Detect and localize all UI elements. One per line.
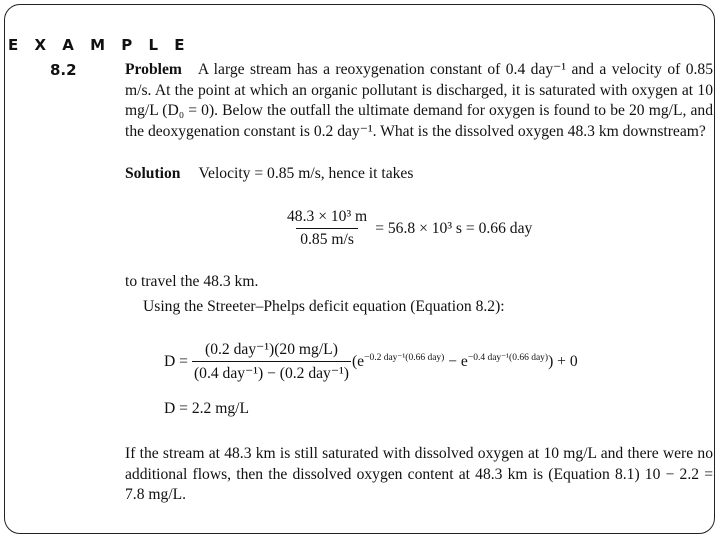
deficit-exponent-2: −0.4 day⁻¹(0.66 day) (467, 353, 549, 363)
deficit-equation (164, 340, 578, 383)
problem-text: A large stream has a reoxygenation constant of 0.4 day⁻¹ and a velocity of 0.85 m/s. At the point at which an organic pollutant is discharged, it is saturated with oxygen at 10 mg/L (D₀ = 0). Below the outfall the ultimate demand for oxygen is found to be 20 mg/L, and the deoxygenation constant is 0.2 day⁻¹. What is the dissolved oxygen 48.3 km downstream? (125, 61, 713, 140)
using-text: Using the Streeter–Phelps deficit equation (Equation 8.2): (143, 298, 505, 315)
deficit-lhs: D = (164, 352, 188, 370)
travel-time-fraction (283, 208, 371, 249)
deficit-result: D = 2.2 mg/L (164, 400, 250, 417)
example-label: E X A M P L E (8, 36, 190, 54)
deficit-minus: − e (444, 353, 468, 370)
deficit-open: (e (351, 353, 365, 370)
solution-line (125, 164, 413, 184)
deficit-fraction (192, 340, 351, 383)
travel-time-numerator: 48.3 × 10³ m (287, 208, 368, 225)
travel-text: to travel the 48.3 km. (125, 273, 259, 290)
deficit-exponent-1: −0.2 day⁻¹(0.66 day) (364, 353, 445, 363)
solution-text: Velocity = 0.85 m/s, hence it takes (198, 165, 414, 182)
deficit-numerator: (0.2 day⁻¹)(20 mg/L) (205, 341, 338, 358)
example-number: 8.2 (50, 61, 77, 79)
travel-time-denominator: 0.85 m/s (296, 228, 358, 249)
travel-time-equation (283, 208, 532, 249)
solution-heading: Solution (125, 165, 181, 182)
deficit-close: ) + 0 (548, 353, 578, 370)
deficit-exponential-term (352, 352, 578, 371)
conclusion-paragraph: If the stream at 48.3 km is still saturated with dissolved oxygen at 10 mg/L and there were no additional flows, then the dissolved oxygen content at 48.3 km is (Equation 8.1) 10 − 2.2 = 7.8 mg/L. (125, 445, 713, 503)
travel-time-result: = 56.8 × 10³ s = 0.66 day (375, 219, 533, 237)
problem-heading: Problem (125, 61, 182, 78)
problem-paragraph (125, 60, 713, 142)
deficit-denominator: (0.4 day⁻¹) − (0.2 day⁻¹) (192, 361, 351, 383)
